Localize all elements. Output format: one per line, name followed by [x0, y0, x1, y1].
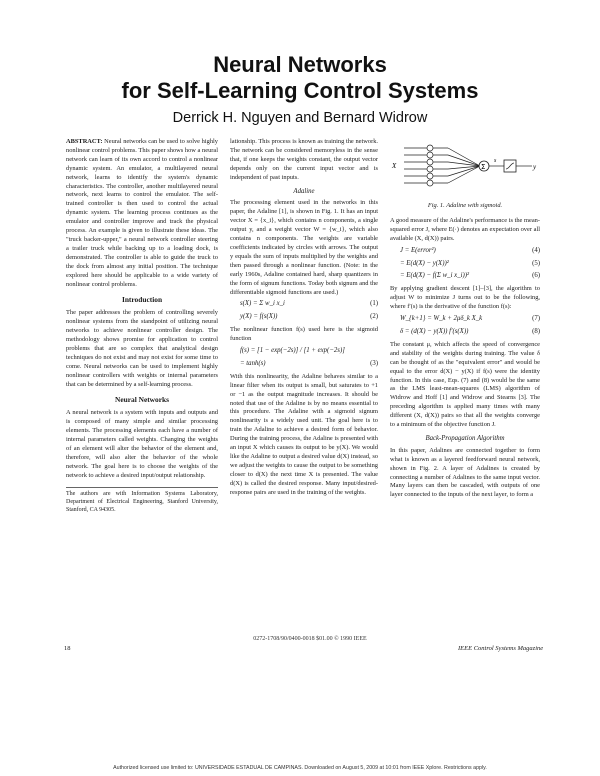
figure-s-label: s	[494, 158, 497, 164]
column-left	[66, 138, 218, 514]
equation-8-number: (7)	[532, 315, 540, 323]
sum-symbol: Σ	[481, 163, 486, 171]
title-line-2: for Self-Learning Control Systems	[121, 78, 479, 103]
equation-6-number: (5)	[532, 259, 540, 267]
equation-4-body: = tanh(s)	[240, 359, 266, 367]
figure-output-label: y	[533, 163, 537, 171]
figure-1	[390, 138, 540, 211]
sigmoid-note: The nonlinear function f(s) used here is the sigmoid function	[230, 326, 378, 343]
equation-2	[230, 313, 378, 322]
equation-5-number: (4)	[532, 246, 540, 254]
title-line-1: Neural Networks	[213, 52, 387, 77]
lms-text: The constant μ, which affects the speed of convergence and stability of the weights during training. The value δ can be thought of as the "equivalent error" and would be equal to the error d(X) − y(X) if f(s) were the identity function. In this case, Eqs. (7) and (8) would be the same as the LMS least-mean-squares (LMS) algorithm of Widrow and Hoff [1] and Widrow and Stearns [3]. The preceding algorithm is applied many times with many different (X, d(X)) pairs so that all the weights converge to a minimum of the objective function J.	[390, 340, 540, 429]
equation-1-body: s(X) = Σ w_i x_i	[240, 300, 285, 308]
author-footnote: The authors are with Information Systems Laboratory, Department of Electrical Engineering, Stanford University, Stanford, CA 94305.	[66, 487, 218, 514]
neural-networks-heading: Neural Networks	[115, 395, 169, 405]
equation-7	[390, 272, 540, 281]
equation-8-body: W_{k+1} = W_k + 2μδ_k X_k	[400, 315, 483, 323]
equation-9-number: (8)	[532, 327, 540, 335]
equation-2-number: (2)	[370, 313, 378, 321]
adaline-heading: Adaline	[293, 187, 315, 195]
weight-circles	[427, 145, 433, 186]
mse-intro: A good measure of the Adaline's performance is the mean-squared error J, where E(·) denotes an expectation over all available (X, d(X)) pairs.	[390, 216, 540, 242]
introduction-heading: Introduction	[121, 295, 163, 305]
equation-6	[390, 260, 540, 269]
equation-2-body: y(X) = f(s(X))	[240, 313, 278, 321]
license-notice: Authorized licensed use limited to: UNIVERSIDADE ESTADUAL DE CAMPINAS. Downloaded on August 5, 2009 at 10:01 from IEEE Xplore. Restrictions apply.	[113, 765, 487, 771]
equation-1-number: (1)	[370, 300, 378, 308]
abstract	[66, 138, 218, 289]
gradient-descent-text: By applying gradient descent [1]–[3], the algorithm to adjust W to minimize J turns out to be the following, where f′(s) is the derivative of the function f(s):	[390, 285, 540, 311]
equation-7-number: (6)	[532, 272, 540, 280]
journal-footer: IEEE Control Systems Magazine	[458, 645, 544, 652]
equation-9-body: δ = (d(X) − y(X)) f′(s(X))	[400, 327, 469, 335]
adaline-input-lines	[404, 148, 480, 183]
equation-6-body: = E(d(X) − y(X))²	[400, 259, 449, 267]
equation-9	[390, 328, 540, 337]
equation-3	[230, 347, 378, 356]
adaline-diagram	[390, 138, 540, 200]
authors: Derrick H. Nguyen and Bernard Widrow	[172, 110, 428, 126]
equation-7-body: = E(d(X) − f(Σ w_i x_i))²	[400, 272, 470, 280]
paper-title	[40, 52, 560, 104]
title-block	[40, 52, 560, 126]
introduction-text: The paper addresses the problem of controlling severely nonlinear systems from the standpoint of utilizing neural networks to achieve nonlinear controller design. The methodology shows promise for application to control problems that are so complex that analytical design techniques do not exist and may not exist for some time to come. Neural networks can be used to implement highly nonlinear controllers with weights or internal parameters that can be determined by a self-learning process.	[66, 309, 218, 388]
back-propagation-text: In this paper, Adalines are connected together to form what is known as a layered feedforward neural network, shown in Fig. 2. A layer of Adalines is created by connecting a number of Adalines to the same input vector. Many layers can then be cascaded, with outputs of one layer connected to the inputs of the next layer, to form a	[390, 446, 540, 499]
copyright-footer: 0272-1708/90/0400-0018 $01.00 © 1990 IEEE	[253, 636, 367, 642]
figure-1-caption: Fig. 1. Adaline with sigmoid.	[427, 202, 503, 209]
adaline-text: The processing element used in the networks in this paper, the Adaline [1], is shown in Fig. 1. It has an input vector X = {x_i}, which contains n components, a single output y, and a weight vector W = {w_i}, which also contains n components. The weights are variable coefficients indicated by circles with arrows. The output y equals the sum of inputs multiplied by the weights and then passed through a nonlinear function. (Note: in the early 1960s, Adaline contained hard, sharp quantizers in the form of signum functions. Today both signum and the differentiable sigmoid functions are used.)	[230, 199, 378, 296]
equation-5-body: J = E(error²)	[400, 246, 436, 254]
page-number: 18	[64, 645, 71, 652]
back-propagation-heading: Back-Propagation Algorithm	[425, 434, 505, 442]
adaline-behavior-text: With this nonlinearity, the Adaline behaves similar to a linear filter when its output is small, but saturates to +1 or −1 as the output magnitude increases. It should be noted that use of the Adaline is by no means essential to this procedure. The Adaline with a sigmoid signum nonlinearity is a widely used unit. The goal here is to train the Adaline to achieve a desired form of behavior. During the training process, the Adaline is presented with an input X which causes its output to be y(X). We would like the Adaline to output a desired value d(X) instead, so we adjust the weights to cause the output to be something closer to d(X) the next time X is presented. The value d(X) is called the desired response. Many input/desired-response pairs are used in the training of the weights.	[230, 372, 378, 496]
equation-3-body: f(s) = [1 − exp(−2s)] / [1 + exp(−2s)]	[240, 347, 345, 355]
abstract-label: ABSTRACT:	[66, 138, 103, 145]
equation-8	[390, 315, 540, 324]
column-right	[390, 138, 540, 503]
equation-5	[390, 247, 540, 256]
neural-networks-text: A neural network is a system with inputs and outputs and is composed of many simple and similar processing elements. The processing elements each have a number of internal parameters called weights. Changing the weights of an element will alter the behavior of the element and, therefore, will also alter the behavior of the whole network. The goal here is to choose the weights of the network to achieve a desired input/output relationship.	[66, 409, 218, 479]
abstract-text: Neural networks can be used to solve highly nonlinear control problems. This paper shows how a neural network can learn of its own accord to control a nonlinear dynamic system. An emulator, a multilayered neural network, learns to identify the system's dynamic characteristics. The controller, another multilayered neural network, next learns to control the emulator. The self-trained controller is then used to control the actual dynamic system. The learning process continues as the emulator and controller improve and track the physical process. An example is given to illustrate these ideas. The "truck backer-upper," a neural network controller steering a trailer truck while backing up to a loading dock, is demonstrated. The controller is able to guide the truck to the dock from almost any initial position. The technique explored here should be applicable to a wide variety of nonlinear control problems.	[66, 138, 218, 288]
equation-1	[230, 300, 378, 309]
figure-input-label: X	[392, 162, 397, 170]
equation-3-number: (3)	[370, 359, 378, 367]
training-paragraph: lationship. This process is known as training the network. The network can be considered memoryless in the sense that, if one keeps the weights constant, the output vector depends only on the current input vector and is independent of past inputs.	[230, 138, 378, 181]
column-middle	[230, 138, 378, 501]
equation-4	[230, 360, 378, 369]
